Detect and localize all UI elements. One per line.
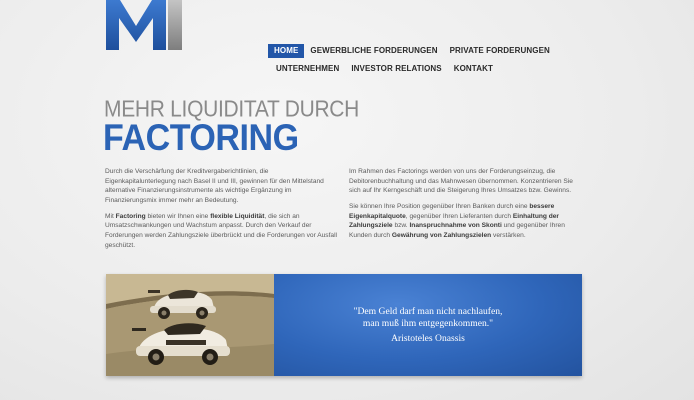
text-fragment: , die sich an Umsatzschwankungen und Wachstum anpasst. Durch den Verkauf der Forderungen werden Zahlungsziele überbrückt und die Forderungen vor Ausfall geschützt.: [105, 212, 338, 249]
highlight-eigenkapitalquote: bessere Eigenkapitalquote: [349, 203, 555, 220]
intro-paragraph-4: [349, 202, 585, 240]
quote-line-1: "Dem Geld darf man nicht nachlaufen,: [353, 305, 503, 317]
nav-row-primary: [268, 44, 568, 58]
race-cars-image: [106, 274, 274, 376]
text-fragment: bzw.: [392, 222, 410, 230]
logo-mark: [106, 0, 192, 50]
text-fragment: , gegenüber Ihren Lieferanten durch: [405, 212, 513, 220]
intro-paragraph-2: [105, 212, 341, 250]
text-fragment: Mit: [105, 212, 116, 220]
intro-paragraph-3: Im Rahmen des Factorings werden von uns der Forderungseinzug, die Debitorenbuchhaltung und das Mahnwesen übernommen. Konzentrieren Sie sich auf Ihr Kerngeschäft und die Steigerung Ihres Umsatzes bzw. Gewinns.: [349, 168, 573, 195]
highlight-flexible-liquiditaet: flexible Liquidität: [210, 212, 265, 220]
nav-item-investor-relations[interactable]: INVESTOR RELATIONS: [351, 64, 442, 73]
intro-text-left: [105, 167, 341, 257]
nav-row-secondary: [268, 62, 568, 76]
headline-subtitle: MEHR LIQUIDITAT DURCH: [104, 97, 360, 122]
logo[interactable]: [106, 0, 192, 50]
quote-banner: [106, 274, 582, 376]
highlight-gewaehrung: Gewährung von Zahlungszielen: [391, 232, 492, 240]
highlight-factoring: Factoring: [115, 212, 146, 220]
quote-panel: [274, 274, 582, 376]
main-nav: [268, 44, 568, 80]
nav-item-private-forderungen[interactable]: PRIVATE FORDERUNGEN: [449, 46, 550, 55]
page-title: FACTORING: [103, 117, 299, 158]
nav-item-unternehmen[interactable]: UNTERNEHMEN: [276, 64, 340, 73]
highlight-zahlungsziele: Einhaltung der Zahlungsziele: [349, 212, 559, 230]
quote-line-2: man muß ihm entgegenkommen.": [362, 317, 494, 329]
quote-author: Aristoteles Onassis: [391, 332, 465, 344]
text-fragment: Sie können Ihre Position gegenüber Ihren Banken durch eine: [349, 203, 530, 211]
nav-item-kontakt[interactable]: KONTAKT: [453, 64, 493, 73]
text-fragment: verstärken.: [491, 232, 526, 240]
highlight-skonti: Inanspruchnahme von Skonti: [409, 222, 502, 230]
nav-item-gewerbliche-forderungen[interactable]: GEWERBLICHE FORDERUNGEN: [310, 46, 438, 55]
nav-item-home[interactable]: HOME: [268, 44, 304, 58]
intro-paragraph-1: Durch die Verschärfung der Kreditvergaberichtlinien, die Eigenkapitalunterlegung nach Basel II und III, gewinnen für den Mittelstand alternative Finanzierungsinstrumente als wichtige Ergänzung im Finanzierungsmix immer mehr an Bedeutung.: [105, 168, 324, 204]
text-fragment: bieten wir Ihnen eine: [145, 212, 211, 220]
text-fragment: und gegenüber Ihren Kunden durch: [349, 222, 565, 240]
intro-text-right: [349, 167, 585, 247]
race-cars-illustration: [106, 274, 274, 376]
